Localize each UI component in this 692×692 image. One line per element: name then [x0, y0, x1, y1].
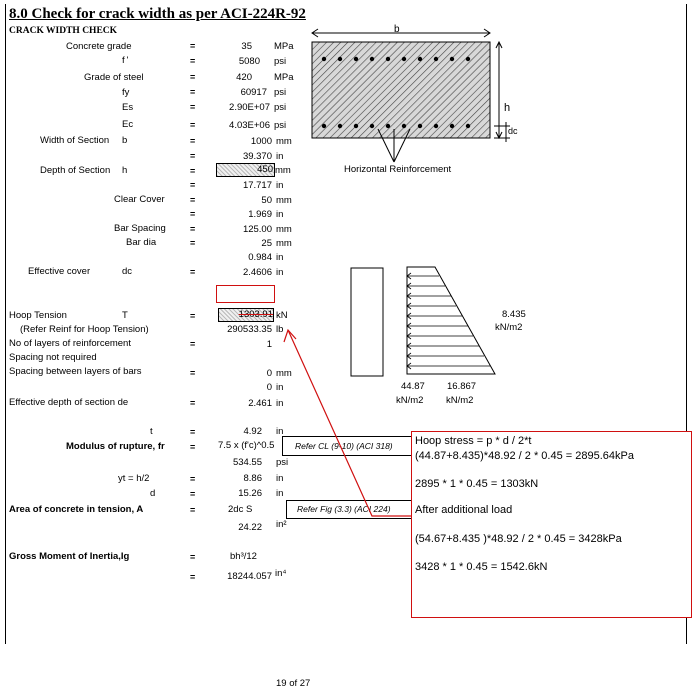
spacing-layers-value: 0: [266, 368, 272, 379]
section-subtitle: CRACK WIDTH CHECK: [9, 26, 118, 36]
fy-symbol: fy: [122, 87, 130, 98]
equals-sign: =: [190, 339, 196, 349]
depth-value: 450: [216, 163, 275, 177]
concrete-grade-unit: MPa: [274, 41, 294, 52]
equals-sign: =: [190, 41, 196, 51]
pressure-top-value: 8.435: [502, 309, 526, 320]
t-symbol: t: [150, 426, 153, 437]
es-symbol: Es: [122, 102, 134, 113]
equals-sign: =: [190, 368, 196, 378]
spacing-layers-in-value: 0: [266, 382, 272, 393]
equals-sign: =: [190, 166, 196, 176]
bar-dia-in-unit: in: [276, 252, 284, 263]
bar-dia-label: Bar dia: [126, 237, 157, 248]
inertia-label: Gross Moment of Inertia,Ig: [9, 551, 130, 562]
depth-in-value: 17.717: [242, 180, 272, 191]
equals-sign: =: [190, 427, 196, 437]
hoop-new-value: [216, 285, 275, 303]
equals-sign: =: [190, 442, 196, 452]
width-value: 1000: [250, 136, 272, 147]
section-caption: Horizontal Reinforcement: [344, 164, 452, 175]
equals-sign: =: [190, 238, 196, 248]
pressure-top-unit: kN/m2: [495, 322, 523, 333]
equals-sign: =: [190, 398, 196, 408]
d-symbol: d: [150, 488, 156, 499]
area-value: 24.22: [238, 522, 262, 533]
cover-value: 50: [261, 195, 272, 206]
annotation-line-6: 3428 * 1 * 0.45 = 1542.6kN: [415, 561, 548, 573]
hoop-unit: kN: [276, 310, 288, 321]
page-number: 19 of 27: [276, 678, 311, 689]
area-reference: Refer Fig (3.3) (ACI 224): [286, 500, 418, 519]
dc-dimension-label: dc: [508, 126, 518, 136]
inertia-formula: bh³/12: [230, 551, 257, 562]
depth-in-unit: in: [276, 180, 284, 191]
page-title: 8.0 Check for crack width as per ACI-224R-92: [9, 6, 306, 22]
equals-sign: =: [190, 267, 196, 277]
yt-symbol: yt = h/2: [118, 473, 150, 484]
annotation-line-4: After additional load: [415, 504, 513, 516]
annotation-line-1: Hoop stress = p * d / 2*t: [415, 435, 532, 447]
equals-sign: =: [190, 474, 196, 484]
pressure-bottom-left-unit: kN/m2: [396, 395, 424, 406]
rupture-label: Modulus of rupture, fr: [66, 441, 165, 452]
equals-sign: =: [190, 311, 196, 321]
bar-spacing-label: Bar Spacing: [114, 223, 166, 234]
yt-value: 8.86: [243, 473, 262, 484]
layers-label: No of layers of reinforcement: [9, 338, 131, 349]
cover-unit: mm: [276, 195, 292, 206]
eff-cover-symbol: dc: [122, 266, 133, 277]
inertia-value: 18244.057: [227, 571, 272, 582]
pressure-bottom-right-value: 16.867: [447, 381, 477, 392]
concrete-grade-value: 35: [241, 41, 252, 52]
equals-sign: =: [190, 120, 196, 130]
equals-sign: =: [190, 195, 196, 205]
fy-unit: psi: [274, 87, 287, 98]
equals-sign: =: [190, 505, 196, 515]
rupture-unit: psi: [276, 457, 289, 468]
equals-sign: =: [190, 224, 196, 234]
d-value: 15.26: [238, 488, 262, 499]
yt-unit: in: [276, 473, 284, 484]
steel-grade-label: Grade of steel: [84, 72, 144, 83]
area-label: Area of concrete in tension, A: [9, 504, 144, 515]
annotation-line-2: (44.87+8.435)*48.92 / 2 * 0.45 = 2895.64kPa: [415, 450, 634, 462]
eff-depth-unit: in: [276, 398, 284, 409]
steel-grade-unit: MPa: [274, 72, 294, 83]
ec-unit: psi: [274, 120, 287, 131]
rupture-value: 534.55: [232, 457, 262, 468]
eff-cover-unit: in: [276, 267, 284, 278]
spacing-layers-in-unit: in: [276, 382, 284, 393]
equals-sign: =: [190, 87, 196, 97]
depth-label: Depth of Section: [40, 165, 111, 176]
eff-cover-label: Effective cover: [28, 266, 91, 277]
hoop-ref-value: 290533.35: [227, 324, 272, 335]
equals-sign: =: [190, 102, 196, 112]
concrete-grade-label: Concrete grade: [66, 41, 132, 52]
depth-unit: mm: [275, 165, 291, 176]
d-unit: in: [276, 488, 284, 499]
fy-value: 60917: [240, 87, 267, 98]
bar-dia-unit: mm: [276, 238, 292, 249]
eff-depth-label: Effective depth of section de: [9, 397, 129, 408]
annotation-arrow: [270, 320, 420, 520]
steel-grade-value: 420: [236, 72, 252, 83]
hoop-ref-label: (Refer Reinf for Hoop Tension): [20, 324, 149, 335]
es-value: 2.90E+07: [229, 102, 270, 113]
equals-sign: =: [190, 489, 196, 499]
spacing-not-required-label: Spacing not required: [9, 352, 97, 363]
eff-depth-value: 2.461: [248, 398, 272, 409]
eff-cover-value: 2.4606: [242, 267, 272, 278]
es-unit: psi: [274, 102, 287, 113]
bar-spacing-unit: mm: [276, 224, 292, 235]
equals-sign: =: [190, 572, 196, 582]
spacing-layers-label: Spacing between layers of bars: [9, 366, 142, 377]
area-unit: in²: [276, 519, 287, 530]
equals-sign: =: [190, 56, 196, 66]
width-symbol: b: [122, 135, 128, 146]
ec-symbol: Ec: [122, 119, 134, 130]
pressure-bottom-right-unit: kN/m2: [446, 395, 474, 406]
t-unit: in: [276, 426, 284, 437]
fc-symbol: f ': [122, 55, 129, 66]
hoop-ref-unit: lb: [276, 324, 284, 335]
cover-label: Clear Cover: [114, 194, 165, 205]
equals-sign: =: [190, 72, 196, 82]
b-dimension-label: b: [394, 24, 400, 35]
hoop-label: Hoop Tension: [9, 310, 67, 321]
h-dimension-label: h: [504, 102, 511, 114]
section-diagram: [300, 26, 520, 176]
cover-in-value: 1.969: [248, 209, 272, 220]
spacing-layers-unit: mm: [276, 368, 292, 379]
equals-sign: =: [190, 151, 196, 161]
annotation-line-3: 2895 * 1 * 0.45 = 1303kN: [415, 478, 539, 490]
rupture-formula: 7.5 x (f'c)^0.5: [218, 440, 275, 451]
fc-unit: psi: [274, 56, 287, 67]
width-in-unit: in: [276, 151, 284, 162]
ec-value: 4.03E+06: [229, 120, 270, 131]
annotation-line-5: (54.67+8.435 )*48.92 / 2 * 0.45 = 3428kPa: [415, 533, 622, 545]
area-formula: 2dc S: [228, 504, 253, 515]
depth-symbol: h: [122, 165, 128, 176]
width-unit: mm: [276, 136, 292, 147]
equals-sign: =: [190, 180, 196, 190]
hoop-value-struck: 1303.91: [218, 308, 274, 322]
layers-value: 1: [266, 339, 272, 350]
equals-sign: =: [190, 552, 196, 562]
width-label: Width of Section: [40, 135, 110, 146]
width-in-value: 39.370: [242, 151, 272, 162]
t-value: 4.92: [243, 426, 262, 437]
bar-spacing-value: 125.00: [242, 224, 272, 235]
pressure-bottom-left-value: 44.87: [401, 381, 425, 392]
hoop-symbol: T: [122, 310, 128, 321]
fc-value: 5080: [238, 56, 260, 67]
bar-dia-value: 25: [261, 238, 272, 249]
inertia-unit: in⁴: [275, 568, 287, 579]
rupture-reference: Refer CL (9-10) (ACI 318): [282, 436, 423, 456]
equals-sign: =: [190, 136, 196, 146]
cover-in-unit: in: [276, 209, 284, 220]
bar-dia-in-value: 0.984: [248, 252, 272, 263]
equals-sign: =: [190, 209, 196, 219]
